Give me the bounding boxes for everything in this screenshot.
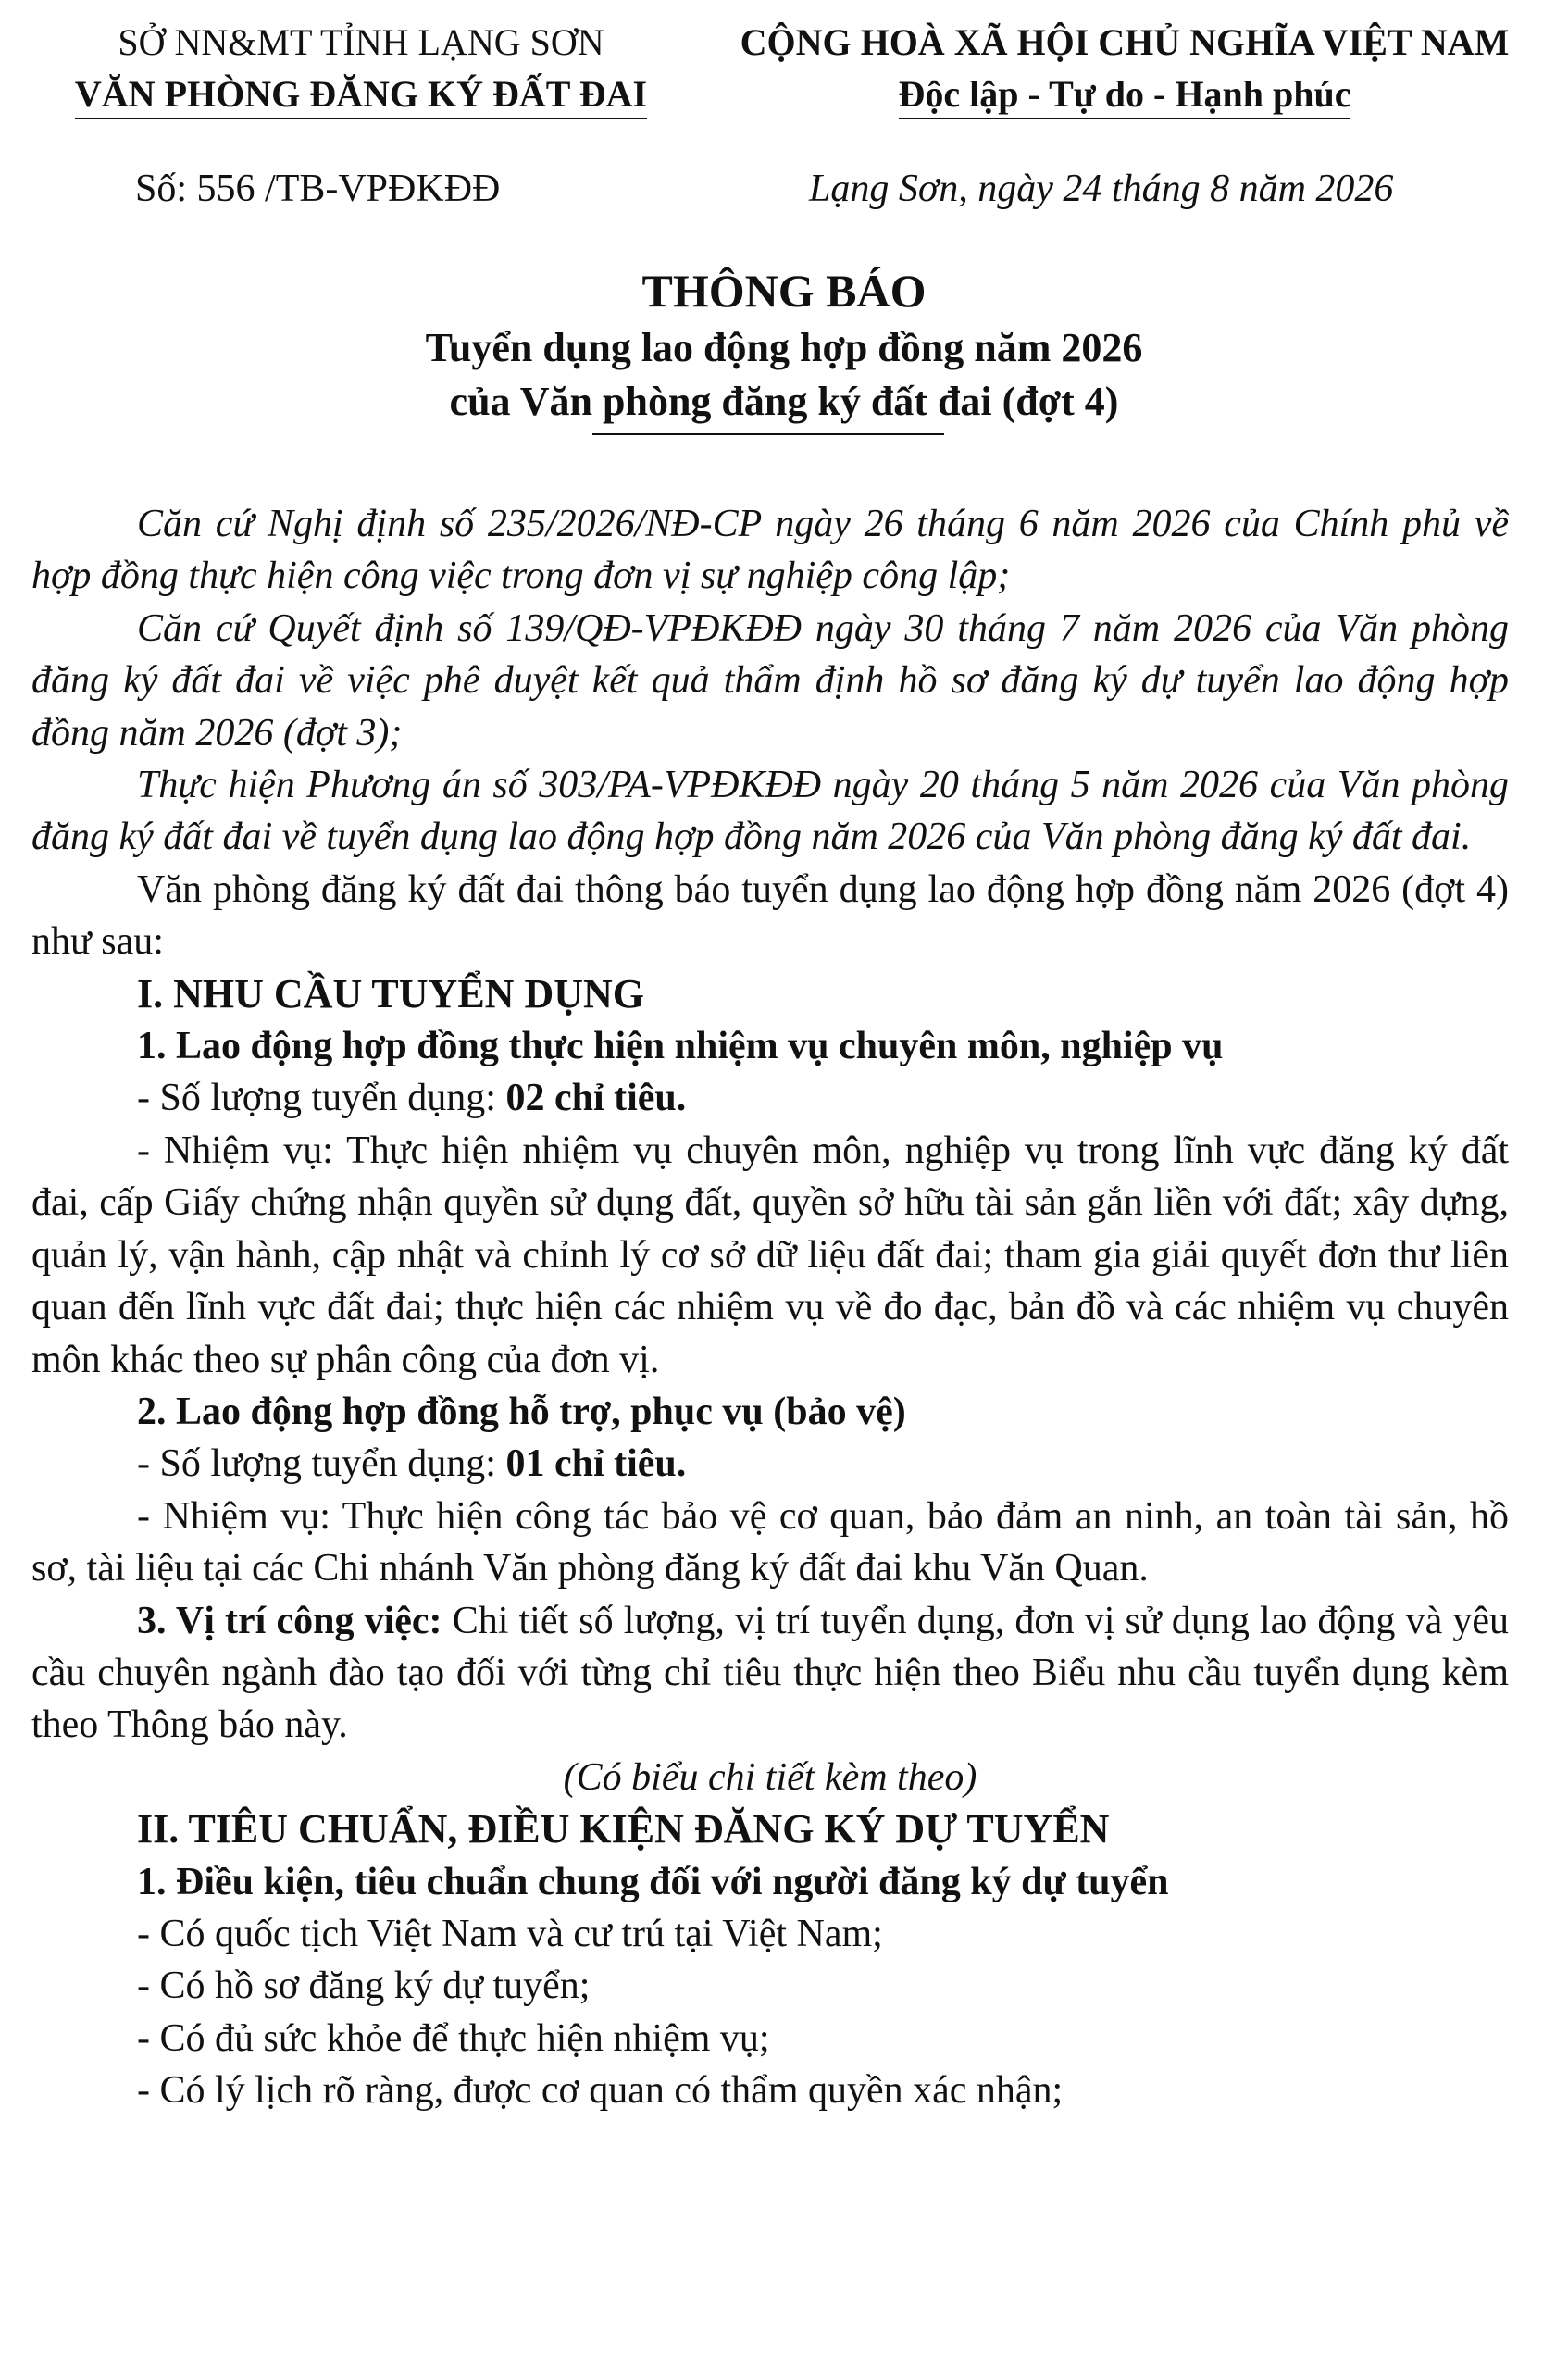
intro-paragraph: Văn phòng đăng ký đất đai thông báo tuyển dụng lao động hợp đồng năm 2026 (đợt 4) như sau: — [31, 867, 1509, 964]
section-1-item-1-duty: - Nhiệm vụ: Thực hiện nhiệm vụ chuyên môn, nghiệp vụ trong lĩnh vực đăng ký đất đai, cấp Giấy chứng nhận quyền sử dụng đất, quyền sở hữu tài sản gắn liền với đất; xây dựng, quản lý, vận hành, cập nhật và chỉnh lý cơ sở dữ liệu đất đai; tham gia giải quyết đơn thư liên quan đến lĩnh vực đất đai; thực hiện các nhiệm vụ về đo đạc, bản đồ và các nhiệm vụ chuyên môn khác theo sự phân công của đơn vị. — [31, 1129, 1509, 1381]
section-1-item-3 — [31, 1595, 1509, 1752]
document-subtitle-2: của Văn phòng đăng ký đất đai (đợt 4) — [449, 379, 1119, 424]
national-motto: Độc lập - Tự do - Hạnh phúc — [899, 71, 1351, 119]
nation-name: CỘNG HOÀ XÃ HỘI CHỦ NGHĨA VIỆT NAM — [740, 21, 1510, 63]
section-1-item-2-duty: - Nhiệm vụ: Thực hiện công tác bảo vệ cơ quan, bảo đảm an ninh, an toàn tài sản, hồ sơ, tài liệu tại các Chi nhánh Văn phòng đăng ký đất đai khu Văn Quan. — [31, 1494, 1509, 1590]
section-1-item-2-quantity — [31, 1438, 1509, 1490]
issuing-agency-block — [37, 17, 685, 120]
document-title: THÔNG BÁO — [641, 265, 927, 317]
condition-item: - Có quốc tịch Việt Nam và cư trú tại Việt Nam; — [137, 1912, 883, 1955]
document-body — [31, 498, 1509, 2117]
section-1-heading: I. NHU CẦU TUYỂN DỤNG — [137, 970, 645, 1017]
job-position-label: 3. Vị trí công việc: — [137, 1599, 442, 1642]
section-1-item-2-heading: 2. Lao động hợp đồng hỗ trợ, phục vụ (bảo vệ) — [137, 1390, 906, 1433]
document-number: Số: 556 /TB-VPĐKĐĐ — [135, 168, 501, 210]
document-date: Lạng Sơn, ngày 24 tháng 8 năm 2026 — [809, 168, 1394, 210]
quantity-label: - Số lượng tuyển dụng: — [137, 1077, 506, 1120]
national-motto-block — [703, 17, 1546, 120]
quantity-label: - Số lượng tuyển dụng: — [137, 1442, 506, 1486]
legal-basis-3: Thực hiện Phương án số 303/PA-VPĐKĐĐ ngày 20 tháng 5 năm 2026 của Văn phòng đăng ký đất đai về tuyển dụng lao động hợp đồng năm 2026 của Văn phòng đăng ký đất đai. — [31, 764, 1509, 859]
section-2-heading: II. TIÊU CHUẨN, ĐIỀU KIỆN ĐĂNG KÝ DỰ TUYỂN — [137, 1806, 1110, 1852]
issuing-agency: VĂN PHÒNG ĐĂNG KÝ ĐẤT ĐAI — [75, 71, 647, 119]
legal-basis-1: Căn cứ Nghị định số 235/2026/NĐ-CP ngày 26 tháng 6 năm 2026 của Chính phủ về hợp đồng thực hiện công việc trong đơn vị sự nghiệp công lập; — [31, 503, 1509, 598]
section-1-item-1-quantity — [31, 1072, 1509, 1124]
document-subtitle-1: Tuyển dụng lao động hợp đồng năm 2026 — [425, 325, 1143, 370]
legal-basis-2: Căn cứ Quyết định số 139/QĐ-VPĐKĐĐ ngày 30 tháng 7 năm 2026 của Văn phòng đăng ký đất đai về việc phê duyệt kết quả thẩm định hồ sơ đăng ký dự tuyển lao động hợp đồng năm 2026 (đợt 3); — [31, 606, 1509, 755]
section-2-item-1-heading: 1. Điều kiện, tiêu chuẩn chung đối với người đăng ký dự tuyển — [137, 1860, 1169, 1903]
condition-item: - Có đủ sức khỏe để thực hiện nhiệm vụ; — [137, 2016, 770, 2060]
job-position-text: Chi tiết số lượng, vị trí tuyển dụng, đơn vị sử dụng lao động và yêu cầu chuyên ngành đào tạo đối với từng chỉ tiêu thực hiện theo Biểu nhu cầu tuyển dụng kèm theo Thông báo này. — [31, 1599, 1509, 1747]
parent-agency: SỞ NN&MT TỈNH LẠNG SƠN — [118, 21, 604, 63]
attachment-note: (Có biểu chi tiết kèm theo) — [563, 1755, 977, 1799]
condition-item: - Có lý lịch rõ ràng, được cơ quan có thẩm quyền xác nhận; — [137, 2069, 1064, 2113]
title-underline — [592, 433, 944, 435]
quantity-value: 02 chỉ tiêu. — [505, 1077, 687, 1120]
section-1-item-1-heading: 1. Lao động hợp đồng thực hiện nhiệm vụ chuyên môn, nghiệp vụ — [137, 1025, 1224, 1068]
condition-item: - Có hồ sơ đăng ký dự tuyển; — [137, 1965, 591, 2008]
quantity-value: 01 chỉ tiêu. — [505, 1442, 687, 1486]
